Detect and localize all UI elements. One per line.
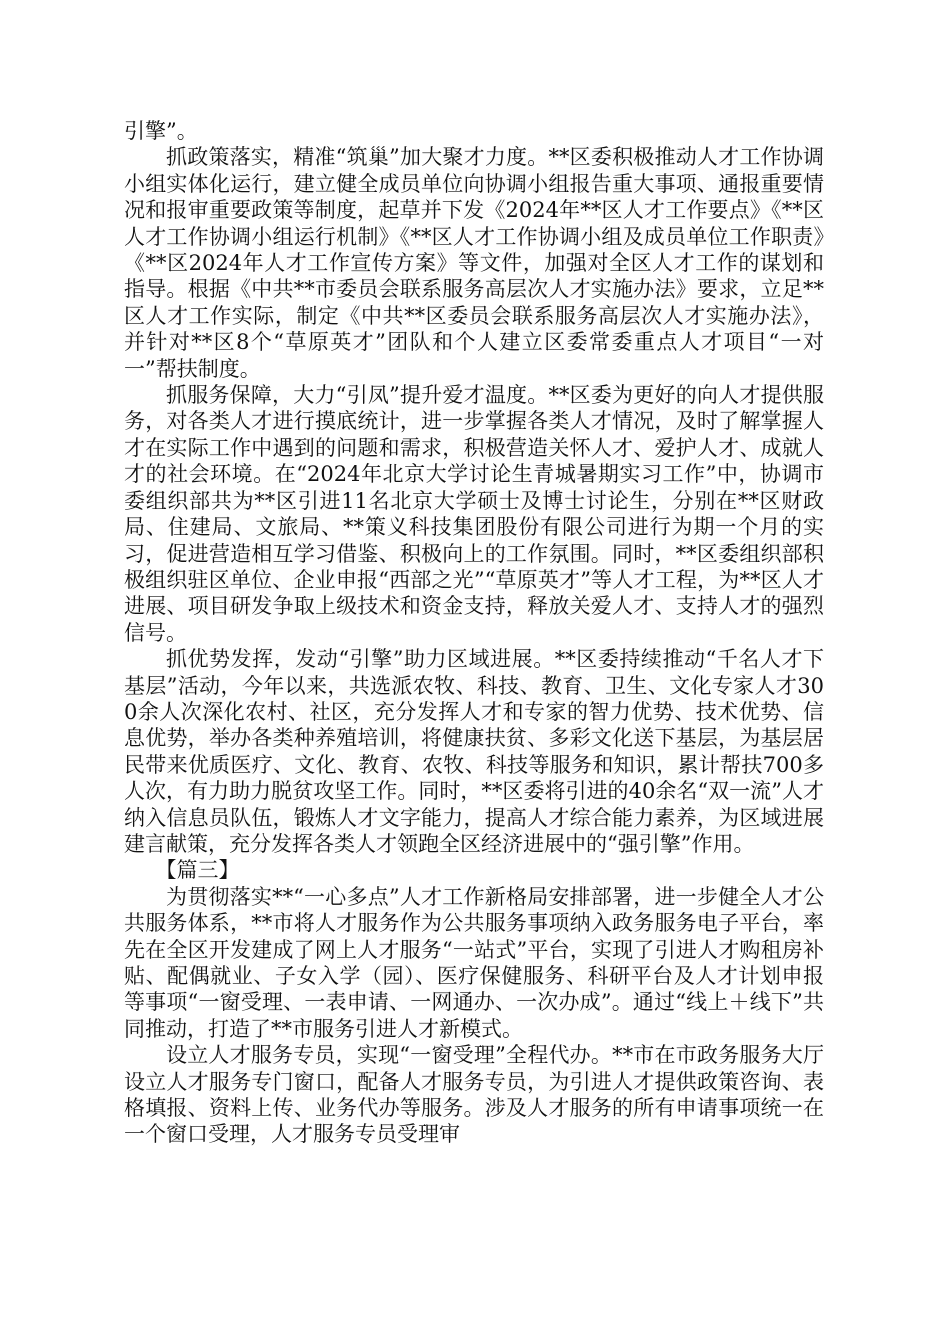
paragraph-continuation: 引擎”。 bbox=[124, 119, 198, 143]
paragraph-advantage-play: 抓优势发挥，发动“引擎”助力区域进展。**区委持续推动“千名人才下基层”活动，今年以来，共选派农牧、科技、教育、卫生、文化专家人才300余人次深化农村、社区，充分发挥人才和专家的智力优势、技术优势、信息优势，举办各类种养殖培训，将健康扶贫、多彩文化送下基层，为基层居民带来优质医疗、文化、教育、农牧、科技等服务和知识，累计帮扶700多人次，有力助力脱贫攻坚工作。同时，**区委将引进的40余名“双一流”人才纳入信息员队伍，锻炼人才文字能力，提高人才综合能力素养，为区域进展建言献策，充分发挥各类人才领跑全区经济进展中的“强引擎”作用。 bbox=[124, 647, 824, 856]
paragraph-service-guarantee: 抓服务保障，大力“引凤”提升爱才温度。**区委为更好的向人才提供服务，对各类人才进行摸底统计，进一步掌握各类人才情况，及时了解掌握人才在实际工作中遇到的问题和需求，积极营造关怀人才、爱护人才、成就人才的社会环境。在“2024年北京大学讨论生青城暑期实习工作”中，协调市委组织部共为**区引进11名北京大学硕士及博士讨论生，分别在**区财政局、住建局、文旅局、**策义科技集团股份有限公司进行为期一个月的实习，促进营造相互学习借鉴、积极向上的工作氛围。同时，**区委组织部积极组织驻区单位、企业申报“西部之光”“草原英才”等人才工程，为**区人才进展、项目研发争取上级技术和资金支持，释放关爱人才、支持人才的强烈信号。 bbox=[124, 383, 824, 645]
paragraph-policy-implementation: 抓政策落实，精准“筑巢”加大聚才力度。**区委积极推动人才工作协调小组实体化运行，建立健全成员单位向协调小组报告重大事项、通报重要情况和报审重要政策等制度，起草并下发《2024年**区人才工作要点》《**区人才工作协调小组运行机制》《**区人才工作协调小组及成员单位工作职责》《**区2024年人才工作宣传方案》等文件，加强对全区人才工作的谋划和指导。根据《中共**市委员会联系服务高层次人才实施办法》要求，立足**区人才工作实际，制定《中共**区委员会联系服务高层次人才实施办法》，并针对**区8个“草原英才”团队和个人建立区委常委重点人才项目“一对一”帮扶制度。 bbox=[124, 145, 824, 381]
paragraph-service-commissioner: 设立人才服务专员，实现“一窗受理”全程代办。**市在市政务服务大厅设立人才服务专门窗口，配备人才服务专员，为引进人才提供政策咨询、表格填报、资料上传、业务代办等服务。涉及人才服务的所有申请事项统一在一个窗口受理，人才服务专员受理审 bbox=[124, 1043, 824, 1147]
paragraph-talent-service-system: 为贯彻落实**“一心多点”人才工作新格局安排部署，进一步健全人才公共服务体系，**市将人才服务作为公共服务事项纳入政务服务电子平台，率先在全区开发建成了网上人才服务“一站式”平台，实现了引进人才购租房补贴、配偶就业、子女入学（园）、医疗保健服务、科研平台及人才计划申报等事项“一窗受理、一表申请、一网通办、一次办成”。通过“线上＋线下”共同推动，打造了**市服务引进人才新模式。 bbox=[124, 884, 824, 1041]
document-page bbox=[124, 118, 824, 1148]
section-heading-part-three: 【篇三】 bbox=[155, 858, 240, 883]
